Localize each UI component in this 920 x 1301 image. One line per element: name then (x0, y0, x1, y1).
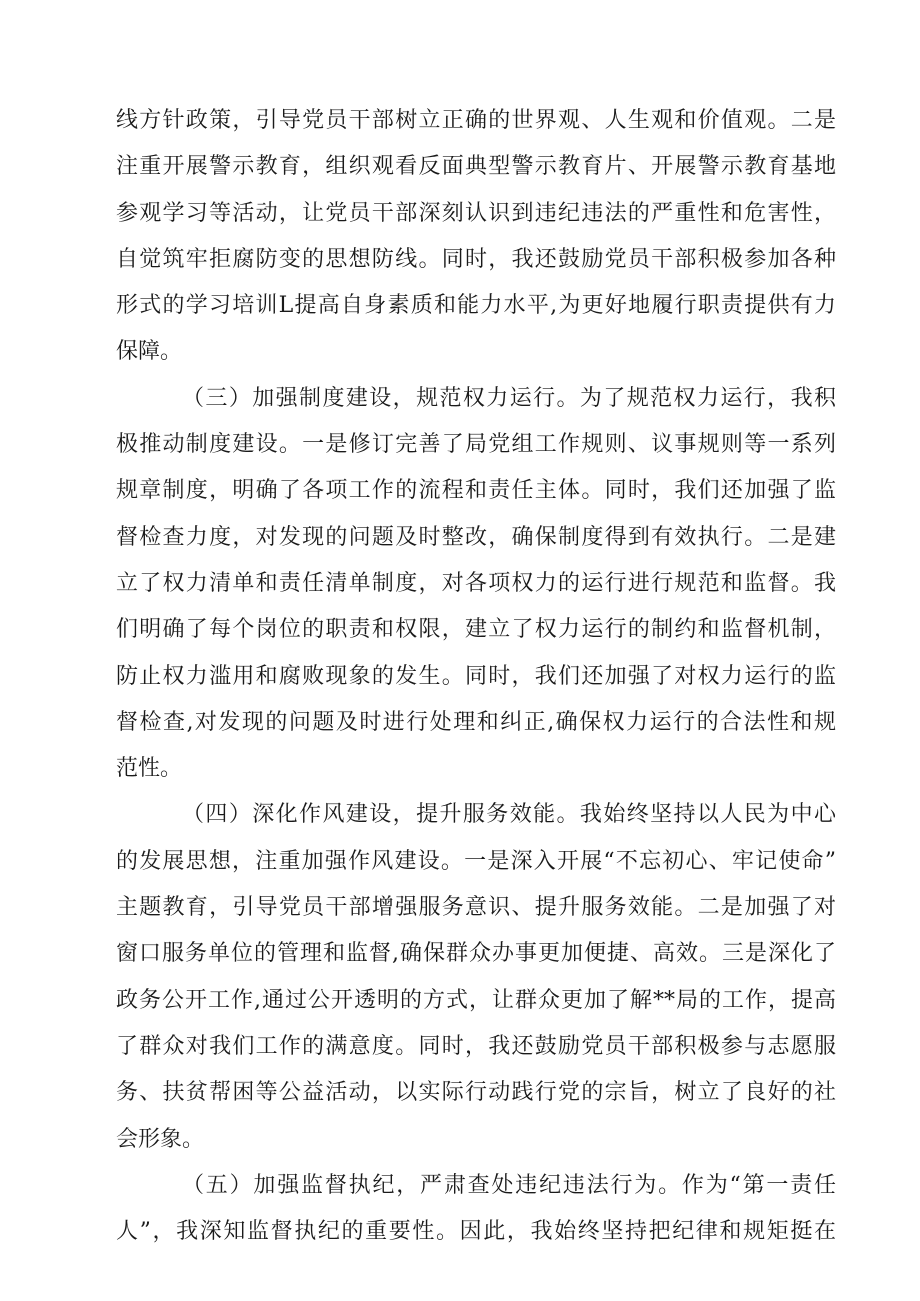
paragraph-line: 规章制度，明确了各项工作的流程和责任主体。同时，我们还加强了监 (116, 478, 836, 504)
paragraph-line: 注重开展警示教育，组织观看反面典型警示教育片、开展警示教育基地 (116, 154, 836, 180)
paragraph-line: 保障。 (116, 339, 183, 365)
paragraph-line: 人”，我深知监督执纪的重要性。因此，我始终坚持把纪律和规矩挺在 (116, 1219, 836, 1245)
paragraph-line: 线方针政策，引导党员干部树立正确的世界观、人生观和价值观。二是 (116, 108, 836, 133)
paragraph-line: 防止权力滥用和腐败现象的发生。同时，我们还加强了对权力运行的监 (116, 663, 836, 689)
paragraph-line: 参观学习等活动，让党员干部深刻认识到违纪违法的严重性和危害性， (116, 200, 836, 226)
paragraph-line: 督检查力度，对发现的问题及时整改，确保制度得到有效执行。二是建 (116, 524, 836, 550)
paragraph-line: 的发展思想，注重加强作风建设。一是深入开展“不忘初心、牢记使命” (116, 848, 836, 874)
paragraph-line: 立了权力清单和责任清单制度，对各项权力的运行进行规范和监督。我 (116, 570, 836, 596)
paragraph-line: 们明确了每个岗位的职责和权限，建立了权力运行的制约和监督机制， (116, 617, 836, 643)
paragraph-line: （五）加强监督执纪，严肃查处违纪违法行为。作为“第一责任 (182, 1172, 836, 1198)
paragraph-line: 主题教育，引导党员干部增强服务意识、提升服务效能。二是加强了对 (116, 895, 836, 921)
document-body (116, 98, 836, 1255)
paragraph-line: 了群众对我们工作的满意度。同时，我还鼓励党员干部积极参与志愿服 (116, 1033, 836, 1059)
paragraph-line: 范性。 (116, 756, 183, 782)
paragraph-line: 政务公开工作,通过公开透明的方式，让群众更加了解**局的工作，提高 (116, 987, 836, 1013)
paragraph-line: 窗口服务单位的管理和监督,确保群众办事更加便捷、高效。三是深化了 (116, 941, 836, 967)
paragraph-line: 务、扶贫帮困等公益活动，以实际行动践行党的宗旨，树立了良好的社 (116, 1080, 836, 1106)
paragraph-line: 极推动制度建设。一是修订完善了局党组工作规则、议事规则等一系列 (116, 432, 836, 458)
paragraph-line: 督检查,对发现的问题及时进行处理和纠正,确保权力运行的合法性和规 (116, 709, 836, 735)
paragraph-line: （三）加强制度建设，规范权力运行。为了规范权力运行，我积 (182, 385, 836, 411)
paragraph-line: 形式的学习培训L提高自身素质和能力水平,为更好地履行职责提供有力 (116, 293, 836, 319)
paragraph-line: （四）深化作风建设，提升服务效能。我始终坚持以人民为中心 (182, 802, 836, 828)
paragraph-line: 会形象。 (116, 1126, 205, 1152)
paragraph-line: 自觉筑牢拒腐防变的思想防线。同时，我还鼓励党员干部积极参加各种 (116, 246, 836, 272)
